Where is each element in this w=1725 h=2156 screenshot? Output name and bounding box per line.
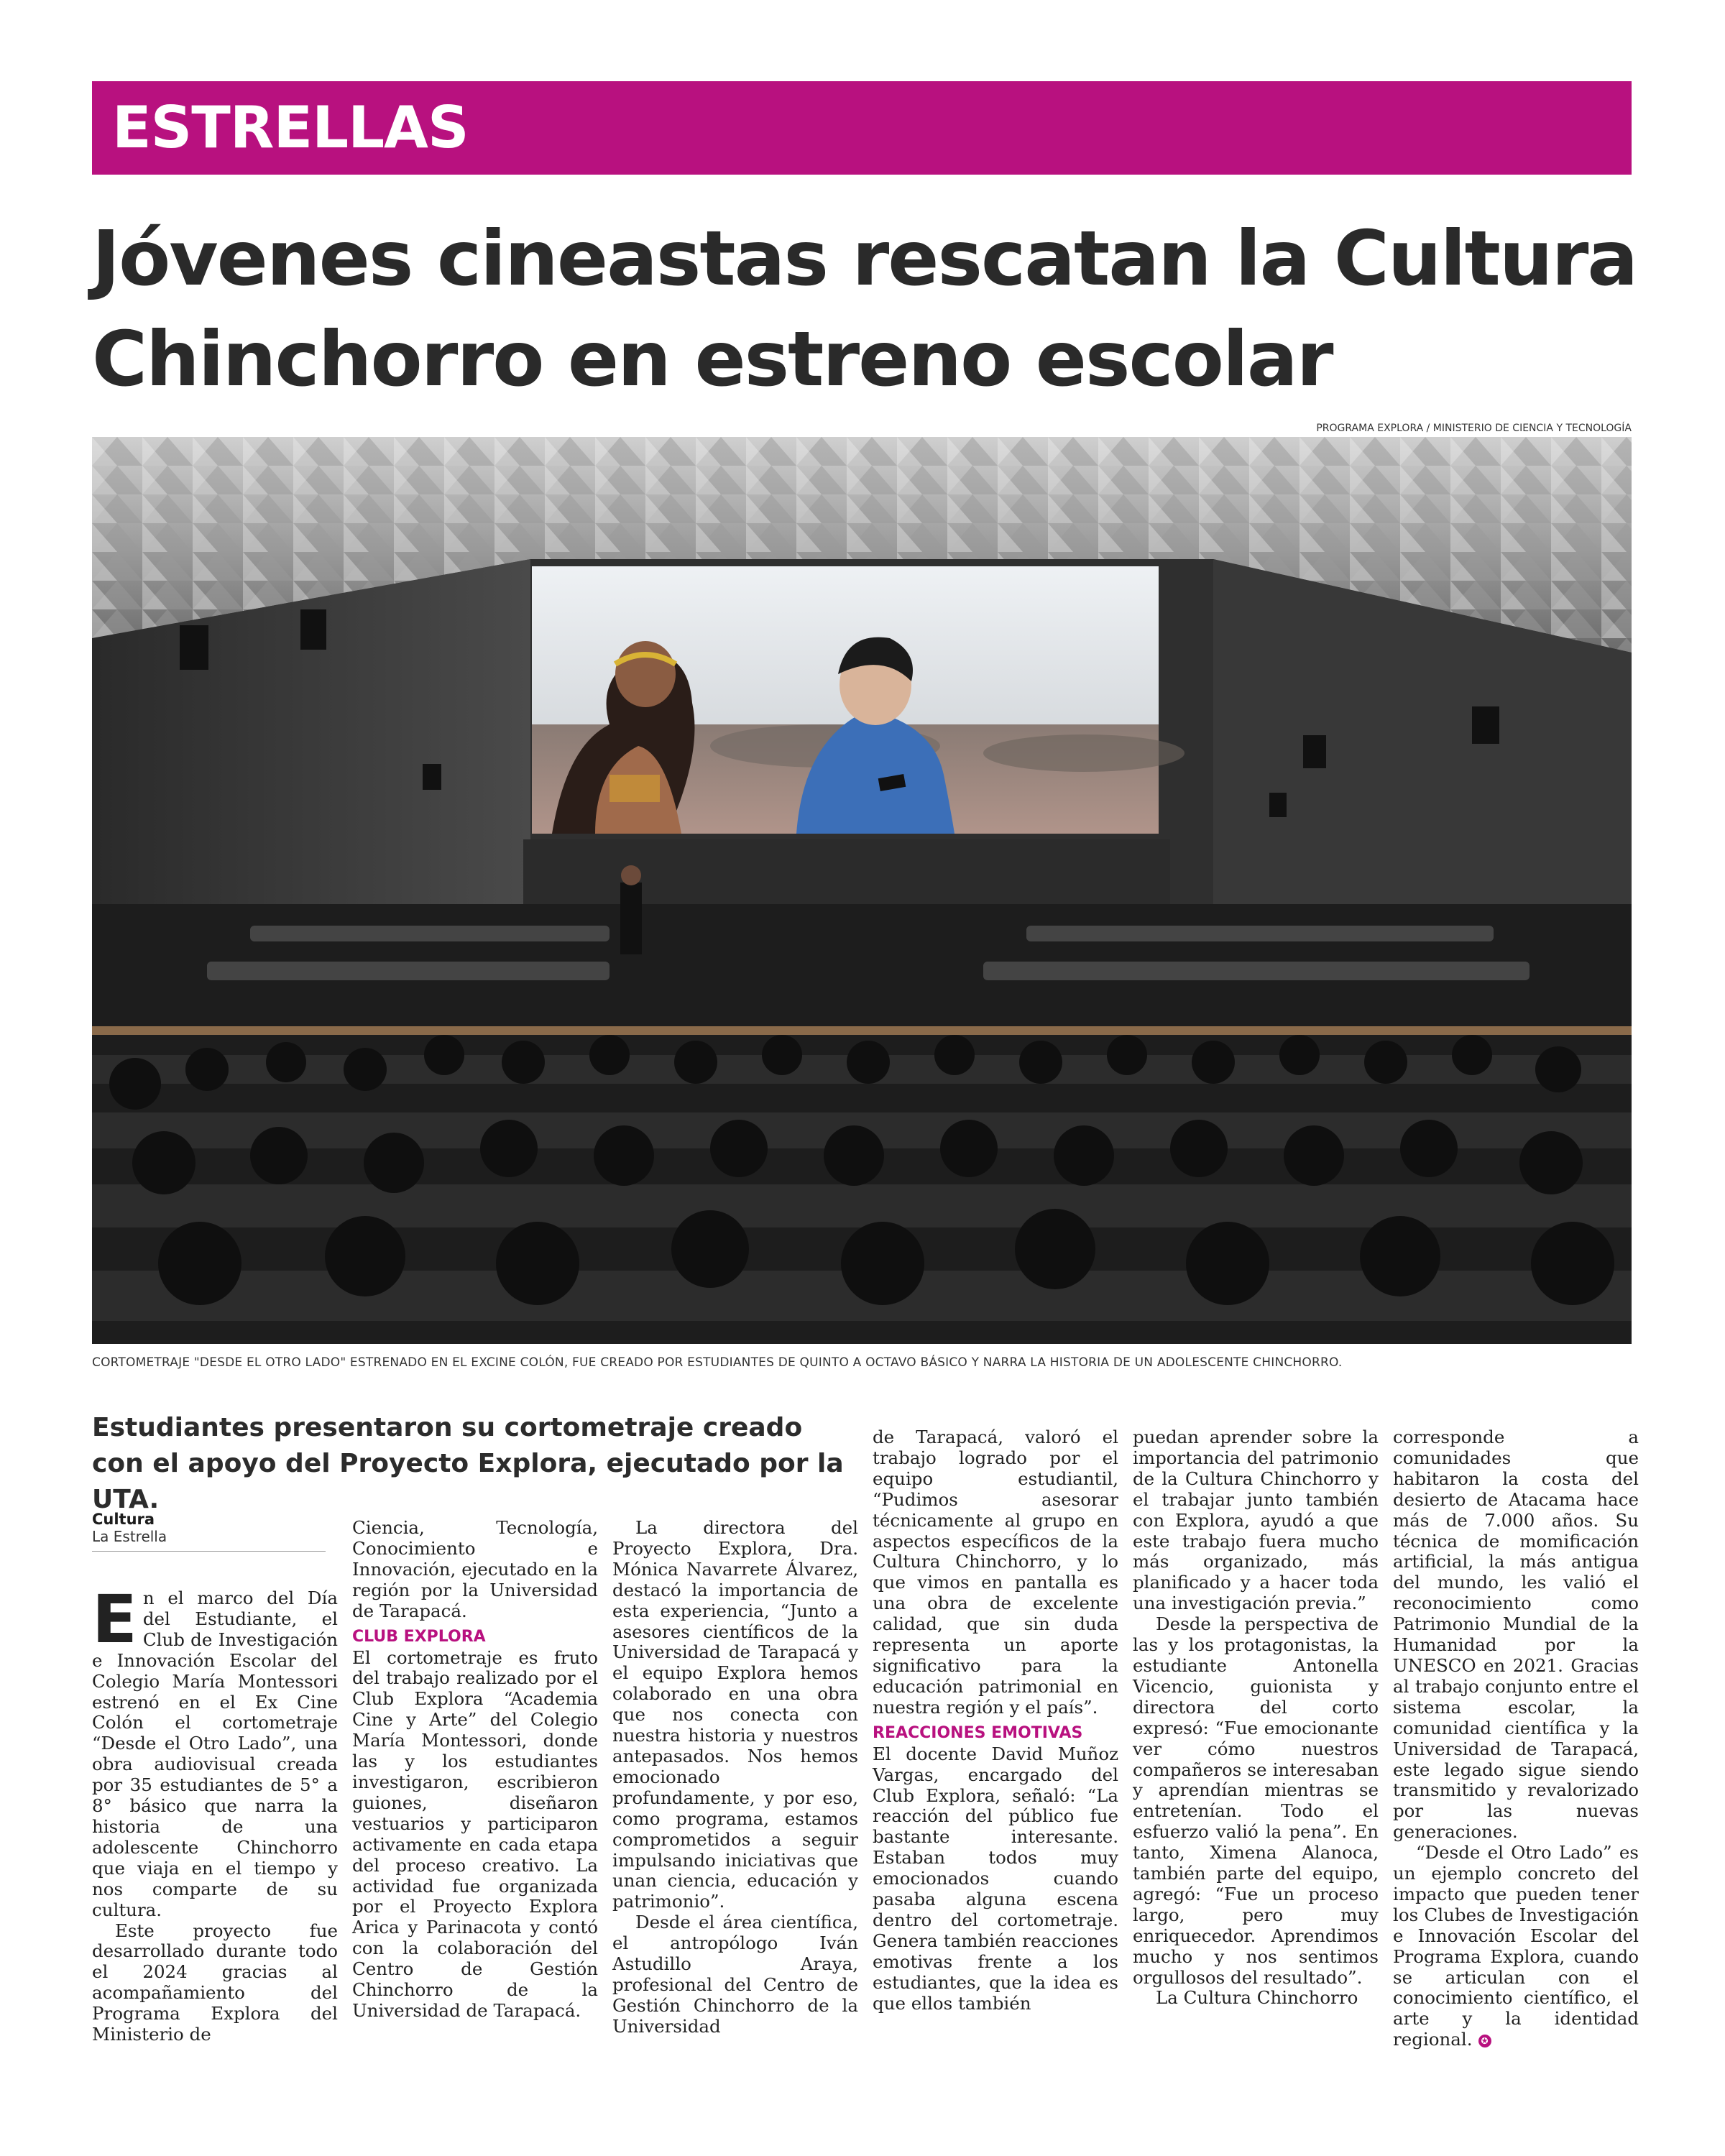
byline-section: Cultura — [92, 1511, 155, 1528]
section-label: ESTRELLAS — [92, 81, 1632, 175]
column-3-paragraph-2: Desde el área científica, el antropólogo Iván Astudillo Araya, profesional del Centro de Gestión Chinchorro de la Universidad — [612, 1912, 858, 2037]
column-6-paragraph-2 — [1393, 1843, 1639, 2050]
article-column-2 — [352, 1518, 598, 2022]
column-6-paragraph-1: corresponde a comunidades que habitaron la costa del desierto de Atacama hace más de 7.000 años. Su técnica de momificación artificial, la más antigua del mundo, les valió el reconocimiento como Patrimonio Mundial de la Humanidad por la UNESCO en 2021. Gracias al trabajo conjunto entre el sistema escolar, la comunidad científica y la Universidad de Tarapacá, este legado sigue siendo transmitido y revalorizado por las nuevas generaciones. — [1393, 1427, 1639, 1843]
headline-line-1: Jóvenes cineastas rescatan la Cultura — [92, 215, 1637, 303]
headline — [92, 208, 1637, 410]
byline-author: La Estrella — [92, 1528, 167, 1545]
subhead-club-explora: CLUB EXPLORA — [352, 1627, 486, 1646]
column-2-paragraph-2: El cortometraje es fruto del trabajo realizado por el Club Explora “Academia Cine y Arte” del Colegio María Montessori, donde las y los estudiantes investigaron, escribieron guiones, diseñaron vestuarios y participaron activamente en cada etapa del proceso creativo. La actividad fue organizada por el Proyecto Explora Arica y Parinacota y contó con la colaboración del Centro de Gestión Chinchorro de la Universidad de Tarapacá. — [352, 1646, 598, 2021]
column-1-paragraph-1 — [92, 1581, 338, 1921]
headline-line-2: Chinchorro en estreno escolar — [92, 315, 1333, 403]
photo-credit: PROGRAMA EXPLORA / MINISTERIO DE CIENCIA Y TECNOLOGÍA — [1316, 423, 1632, 434]
photo-caption: CORTOMETRAJE "DESDE EL OTRO LADO" ESTRENADO EN EL EXCINE COLÓN, FUE CREADO POR ESTUDIANTES DE QUINTO A OCTAVO BÁSICO Y NARRA LA HISTORIA DE UN ADOLESCENTE CHINCHORRO. — [92, 1355, 1343, 1370]
column-6-paragraph-2-text: “Desde el Otro Lado” es un ejemplo concreto del impacto que pueden tener los Clubes de Investigación e Innovación Escolar del Programa Explora, cuando se articulan con el conocimiento científico, el arte y la identidad regional. — [1393, 1842, 1639, 2050]
column-5-paragraph-1: puedan aprender sobre la importancia del patrimonio de la Cultura Chinchorro y el trabajar junto también con Explora, ayudó a que este trabajo fuera mucho más organizado, más planificado y a hacer toda una investigación previa.” — [1133, 1427, 1379, 1614]
column-1-paragraph-1-text: n el marco del Día del Estudiante, el Club de Investigación e Innovación Escolar del Colegio María Montessori estrenó en el Ex Cine Colón el cortometraje “Desde el Otro Lado”, una obra audiovisual creada por 35 estudiantes de 5° a 8° básico que narra la historia de una adolescente Chinchorro que viaja en el tiempo y nos comparte de su cultura. — [92, 1588, 338, 1920]
column-5-paragraph-2: Desde la perspectiva de las y los protagonistas, la estudiante Antonella Vicencio, guionista y directora del corto expresó: “Fue emocionante ver cómo nuestros compañeros se interesaban y aprendían mientras se entretenían. Todo el esfuerzo valió la pena”. En tanto, Ximena Alanoca, también parte del equipo, agregó: “Fue un proceso largo, pero muy enriquecedor. Aprendimos mucho y nos sentimos orgullosos del resultado”. — [1133, 1613, 1379, 1988]
column-2-paragraph-1: Ciencia, Tecnología, Conocimiento e Innovación, ejecutado en la región por la Universidad de Tarapacá. — [352, 1517, 598, 1621]
column-3-paragraph-1: La directora del Proyecto Explora, Dra. Mónica Navarrete Álvarez, destacó la importancia de esta experiencia, “Junto a asesores científicos de la Universidad de Tarapacá y el equipo Explora hemos colaborado en una obra que nos conecta con nuestra historia y nuestros antepasados. Nos hemos emocionado profundamente, y por eso, como programa, estamos comprometidos a seguir impulsando iniciativas que unan ciencia, educación y patrimonio”. — [612, 1517, 858, 1912]
column-1-paragraph-2: Este proyecto fue desarrollado durante todo el 2024 gracias al acompañamiento del Programa Explora del Ministerio de — [92, 1920, 338, 2045]
article-column-1 — [92, 1581, 338, 2045]
column-4-paragraph-1: de Tarapacá, valoró el trabajo logrado por el equipo estudiantil, “Pudimos asesorar técnicamente al grupo en aspectos específicos de la Cultura Chinchorro, y lo que vimos en pantalla es una obra de excelente calidad, que sin duda representa un aporte significativo para la educación patrimonial en nuestra región y el país”. — [873, 1427, 1118, 1718]
subhead-reacciones-emotivas: REACCIONES EMOTIVAS — [873, 1723, 1083, 1742]
drop-cap: E — [92, 1581, 137, 1658]
article-column-3 — [612, 1518, 858, 2037]
end-of-article-icon: ✪ — [1478, 2035, 1491, 2047]
cinema-photo — [92, 437, 1632, 1344]
article-column-5 — [1133, 1427, 1379, 2009]
byline — [92, 1511, 326, 1552]
column-5-paragraph-3: La Cultura Chinchorro — [1156, 1987, 1358, 2009]
article-column-4 — [873, 1427, 1118, 2014]
article-deck: Estudiantes presentaron su cortometraje creado con el apoyo del Proyecto Explora, ejecutado por la UTA. — [92, 1413, 844, 1514]
article-column-6 — [1393, 1427, 1639, 2050]
column-4-paragraph-2: El docente David Muñoz Vargas, encargado del Club Explora, señaló: “La reacción del público fue bastante interesante. Estaban todos muy emocionados cuando pasaba alguna escena dentro del cortometraje. Genera también reacciones emotivas frente a los estudiantes, que la idea es que ellos también — [873, 1743, 1118, 2014]
